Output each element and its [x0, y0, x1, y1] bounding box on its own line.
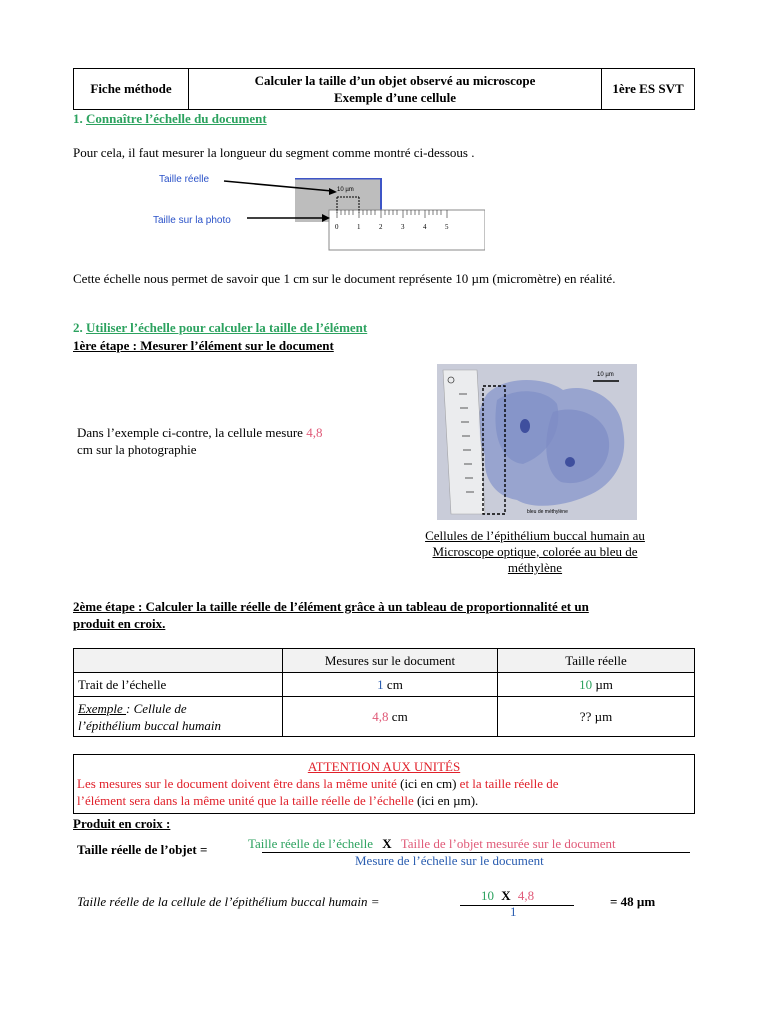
cross-num-b: Taille de l’objet mesurée sur le document: [400, 836, 616, 851]
example-label: Taille réelle de la cellule de l’épithélium buccal humain =: [77, 894, 380, 909]
scale-text: 10 µm: [337, 187, 354, 193]
row2-label-b: : Cellule de: [126, 700, 187, 716]
step1-title: 1ère étape : Mesurer l’élément sur le document: [73, 338, 334, 353]
ruler-tick-0: 0: [335, 223, 339, 231]
photo-stain-caption: bleu de méthylène: [527, 509, 568, 515]
ruler-tick-2: 2: [379, 223, 383, 231]
table-header-real: Taille réelle: [498, 649, 695, 673]
row2-doc-value: 4,8: [372, 708, 389, 724]
row2-real: ?? µm: [498, 697, 695, 737]
section1-heading: [73, 111, 267, 127]
example-num-b: 4,8: [517, 888, 535, 903]
row1-real-unit: µm: [592, 676, 613, 692]
cross-numerator: [248, 836, 616, 852]
table-row: [74, 673, 695, 697]
row2-doc: [283, 697, 498, 737]
cross-label: Taille réelle de l’objet =: [77, 842, 208, 857]
section1-conclusion: Cette échelle nous permet de savoir que 1 cm sur le document représente 10 µm (micromètre) en réalité.: [73, 271, 616, 286]
row2-label-a: Exemple: [78, 700, 127, 716]
step2-title-line2: produit en croix.: [73, 616, 166, 631]
label-real-size: Taille réelle: [159, 174, 210, 185]
photo-caption-line2: Microscope optique, colorée au bleu de: [432, 544, 638, 559]
section2-title: Utiliser l’échelle pour calculer la taille de l’élément: [86, 320, 368, 335]
row1-real: [498, 673, 695, 697]
section1-number: 1.: [73, 111, 83, 126]
example-num-a: 10: [481, 888, 494, 903]
warning-l1-b: (ici en cm): [400, 776, 457, 791]
section2-heading: [73, 320, 367, 336]
row1-doc-value: 1: [377, 676, 384, 692]
header-right: 1ère ES SVT: [602, 69, 695, 110]
warning-line2: [77, 792, 691, 809]
step2-title: [73, 598, 703, 632]
header-title-line2: Exemple d’une cellule: [333, 90, 457, 105]
warning-title: ATTENTION AUX UNITÉS: [307, 759, 461, 774]
row2-label-c: l’épithélium buccal humain: [78, 717, 221, 733]
example-numerator: [481, 888, 534, 904]
step2-title-line1: 2ème étape : Calculer la taille réelle de l’élément grâce à un tableau de proportionnalité et un: [73, 599, 589, 614]
cross-title: Produit en croix :: [73, 816, 171, 831]
cell-photo-graphic: [437, 364, 637, 520]
section2-number: 2.: [73, 320, 83, 335]
cross-denominator: Mesure de l’échelle sur le document: [355, 853, 544, 868]
step1-value: 4,8: [306, 425, 323, 440]
ruler-tick-5: 5: [445, 223, 449, 231]
row1-doc: [283, 673, 498, 697]
step1-text-b: cm sur la photographie: [77, 442, 197, 457]
label-photo-size: Taille sur la photo: [153, 215, 231, 226]
warning-line1: [77, 775, 691, 792]
table-header-document: Mesures sur le document: [283, 649, 498, 673]
row2-label: [74, 697, 283, 737]
step1-text-a: Dans l’exemple ci-contre, la cellule mesure: [77, 425, 307, 440]
scale-figure: [147, 170, 485, 252]
warning-l2-b: (ici en µm).: [417, 793, 479, 808]
example-times: X: [501, 888, 511, 903]
ruler-tick-1: 1: [357, 223, 361, 231]
header-left: Fiche méthode: [74, 69, 189, 110]
section1-title: Connaître l’échelle du document: [86, 111, 267, 126]
photo-caption-line1: Cellules de l’épithélium buccal humain au: [425, 528, 645, 543]
cross-times: X: [382, 836, 392, 851]
photo-scale-text: 10 µm: [597, 372, 614, 378]
example-result: = 48 µm: [610, 894, 656, 909]
proportionality-table: [73, 648, 695, 737]
table-header-empty: [74, 649, 283, 673]
row1-real-value: 10: [579, 676, 593, 692]
row1-label: Trait de l’échelle: [74, 673, 283, 697]
cell-photo: [437, 364, 637, 520]
warning-l1-a: Les mesures sur le document doivent être dans la même unité: [77, 776, 401, 791]
row2-doc-unit: cm: [388, 708, 408, 724]
step1-text: [77, 424, 377, 458]
photo-caption: [395, 528, 675, 576]
header-title-line1: Calculer la taille d’un objet observé au microscope: [254, 73, 536, 88]
ruler-tick-4: 4: [423, 223, 427, 231]
warning-l1-c: et la taille réelle de: [456, 776, 559, 791]
header-table: [73, 68, 695, 110]
header-title: [189, 69, 602, 110]
ruler-tick-3: 3: [401, 223, 405, 231]
example-fraction-bar: [460, 905, 574, 906]
table-row: [74, 697, 695, 737]
row1-doc-unit: cm: [383, 676, 403, 692]
warning-l2-a: l’élément sera dans la même unité que la taille réelle de l’échelle: [77, 793, 417, 808]
example-denominator: 1: [510, 904, 517, 919]
warning-box: [73, 754, 695, 814]
photo-caption-line3: méthylène: [507, 560, 563, 575]
cross-num-a: Taille réelle de l’échelle: [248, 836, 374, 851]
section1-intro: Pour cela, il faut mesurer la longueur du segment comme montré ci-dessous .: [73, 145, 475, 160]
